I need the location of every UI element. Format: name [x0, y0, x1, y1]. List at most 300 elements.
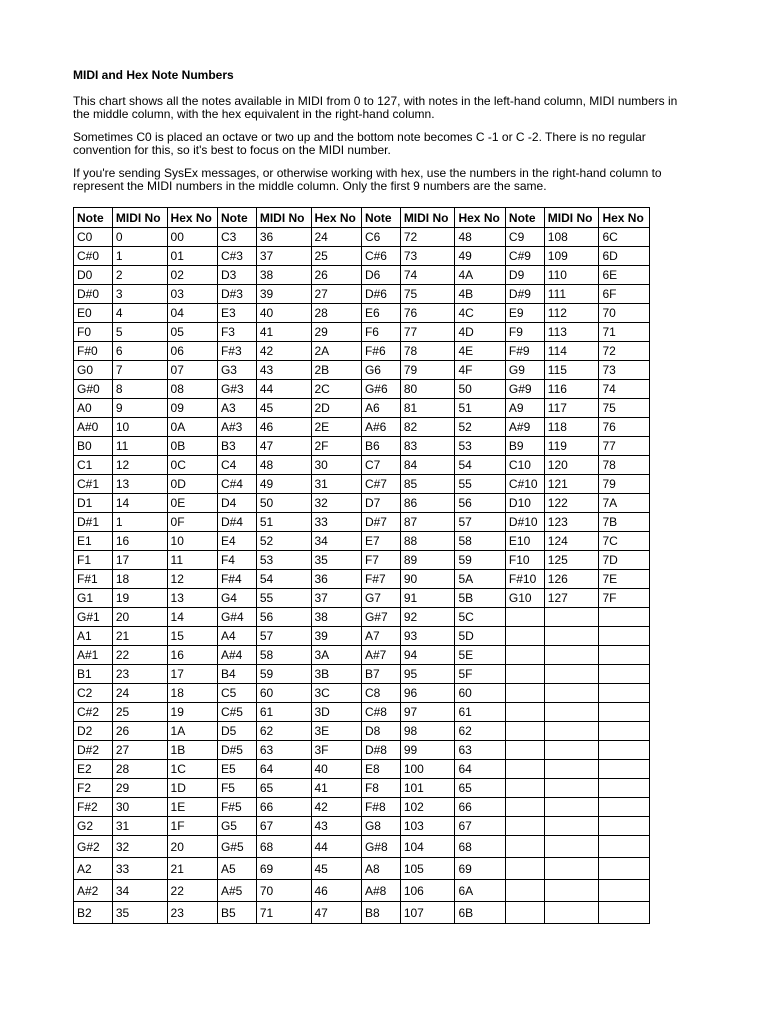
- midi-number-cell: 13: [112, 475, 167, 494]
- note-cell: F#4: [217, 570, 256, 589]
- table-header-row: [74, 208, 650, 228]
- midi-number-cell: 5: [112, 323, 167, 342]
- note-cell: G2: [74, 817, 113, 836]
- midi-number-cell: 100: [400, 760, 455, 779]
- note-cell: A#6: [361, 418, 400, 437]
- table-row: [74, 475, 650, 494]
- midi-number-cell: 127: [544, 589, 599, 608]
- hex-number-cell: 7D: [599, 551, 650, 570]
- midi-number-cell: 125: [544, 551, 599, 570]
- midi-number-cell: 8: [112, 380, 167, 399]
- note-cell: G4: [217, 589, 256, 608]
- note-cell: F9: [505, 323, 544, 342]
- note-cell: C#10: [505, 475, 544, 494]
- note-cell: C5: [217, 684, 256, 703]
- note-cell: E3: [217, 304, 256, 323]
- midi-number-cell: 93: [400, 627, 455, 646]
- note-cell: A#0: [74, 418, 113, 437]
- midi-number-cell: 90: [400, 570, 455, 589]
- midi-number-cell: 67: [256, 817, 311, 836]
- hex-number-cell: 7C: [599, 532, 650, 551]
- note-cell: D#4: [217, 513, 256, 532]
- midi-number-cell: 97: [400, 703, 455, 722]
- hex-number-cell: [599, 665, 650, 684]
- hex-number-cell: 06: [167, 342, 217, 361]
- hex-number-cell: 1F: [167, 817, 217, 836]
- note-cell: A#4: [217, 646, 256, 665]
- midi-number-cell: 45: [256, 399, 311, 418]
- midi-number-cell: 49: [256, 475, 311, 494]
- hex-number-cell: 42: [311, 798, 361, 817]
- midi-number-cell: 68: [256, 836, 311, 858]
- hex-number-cell: 2C: [311, 380, 361, 399]
- note-cell: D#0: [74, 285, 113, 304]
- note-cell: E5: [217, 760, 256, 779]
- midi-number-cell: 98: [400, 722, 455, 741]
- midi-number-cell: 58: [256, 646, 311, 665]
- hex-number-cell: 60: [455, 684, 505, 703]
- hex-number-cell: 13: [167, 589, 217, 608]
- midi-number-cell: 4: [112, 304, 167, 323]
- note-cell: G#4: [217, 608, 256, 627]
- midi-number-cell: 23: [112, 665, 167, 684]
- note-cell: C#2: [74, 703, 113, 722]
- midi-number-cell: 38: [256, 266, 311, 285]
- table-row: [74, 703, 650, 722]
- midi-number-cell: 102: [400, 798, 455, 817]
- note-cell: C7: [361, 456, 400, 475]
- note-cell: D9: [505, 266, 544, 285]
- note-cell: [505, 760, 544, 779]
- intro-paragraph: This chart shows all the notes available in MIDI from 0 to 127, with notes in the left-hand column, MIDI numbers in the middle column, with the hex equivalent in the right-hand column.: [73, 94, 678, 121]
- table-row: [74, 665, 650, 684]
- hex-number-cell: 29: [311, 323, 361, 342]
- hex-number-cell: [599, 858, 650, 880]
- hex-number-cell: 21: [167, 858, 217, 880]
- hex-number-cell: 23: [167, 902, 217, 924]
- midi-number-cell: 115: [544, 361, 599, 380]
- hex-number-cell: 51: [455, 399, 505, 418]
- note-cell: G5: [217, 817, 256, 836]
- midi-number-cell: 29: [112, 779, 167, 798]
- hex-number-cell: 78: [599, 456, 650, 475]
- midi-number-cell: 65: [256, 779, 311, 798]
- note-cell: F8: [361, 779, 400, 798]
- midi-number-cell: 55: [256, 589, 311, 608]
- midi-number-cell: 122: [544, 494, 599, 513]
- hex-number-cell: 17: [167, 665, 217, 684]
- midi-number-cell: 75: [400, 285, 455, 304]
- midi-number-cell: 50: [256, 494, 311, 513]
- hex-number-cell: 63: [455, 741, 505, 760]
- note-cell: F#3: [217, 342, 256, 361]
- hex-number-cell: 0D: [167, 475, 217, 494]
- hex-number-cell: [599, 646, 650, 665]
- hex-number-cell: 37: [311, 589, 361, 608]
- note-cell: C2: [74, 684, 113, 703]
- table-row: [74, 228, 650, 247]
- hex-number-cell: 7A: [599, 494, 650, 513]
- note-cell: B3: [217, 437, 256, 456]
- hex-number-cell: 33: [311, 513, 361, 532]
- note-cell: F#6: [361, 342, 400, 361]
- note-cell: C#8: [361, 703, 400, 722]
- note-cell: B5: [217, 902, 256, 924]
- table-row: [74, 646, 650, 665]
- note-cell: D3: [217, 266, 256, 285]
- midi-number-cell: 92: [400, 608, 455, 627]
- note-cell: A6: [361, 399, 400, 418]
- note-cell: [505, 665, 544, 684]
- note-cell: G#7: [361, 608, 400, 627]
- hex-number-cell: 3A: [311, 646, 361, 665]
- table-row: [74, 266, 650, 285]
- midi-number-cell: 3: [112, 285, 167, 304]
- midi-number-cell: [544, 627, 599, 646]
- midi-number-cell: 17: [112, 551, 167, 570]
- note-cell: [505, 684, 544, 703]
- hex-number-cell: 52: [455, 418, 505, 437]
- column-header: Hex No: [455, 208, 505, 228]
- hex-number-cell: 19: [167, 703, 217, 722]
- midi-number-cell: 32: [112, 836, 167, 858]
- midi-number-cell: 51: [256, 513, 311, 532]
- hex-number-cell: 73: [599, 361, 650, 380]
- midi-number-cell: 25: [112, 703, 167, 722]
- hex-number-cell: [599, 902, 650, 924]
- note-cell: F#9: [505, 342, 544, 361]
- note-cell: E0: [74, 304, 113, 323]
- note-cell: A2: [74, 858, 113, 880]
- midi-number-cell: 47: [256, 437, 311, 456]
- hex-number-cell: [599, 880, 650, 902]
- note-cell: C#6: [361, 247, 400, 266]
- midi-number-cell: 66: [256, 798, 311, 817]
- note-cell: E7: [361, 532, 400, 551]
- hex-number-cell: 1B: [167, 741, 217, 760]
- note-cell: E1: [74, 532, 113, 551]
- table-row: [74, 361, 650, 380]
- hex-number-cell: 27: [311, 285, 361, 304]
- note-cell: G9: [505, 361, 544, 380]
- note-cell: E8: [361, 760, 400, 779]
- midi-number-cell: 80: [400, 380, 455, 399]
- table-row: [74, 551, 650, 570]
- midi-number-cell: 48: [256, 456, 311, 475]
- hex-number-cell: 08: [167, 380, 217, 399]
- note-cell: D4: [217, 494, 256, 513]
- hex-number-cell: 65: [455, 779, 505, 798]
- hex-number-cell: 00: [167, 228, 217, 247]
- note-cell: A#7: [361, 646, 400, 665]
- note-cell: G#8: [361, 836, 400, 858]
- note-cell: F#8: [361, 798, 400, 817]
- note-cell: A8: [361, 858, 400, 880]
- midi-number-cell: 33: [112, 858, 167, 880]
- hex-number-cell: 3E: [311, 722, 361, 741]
- note-cell: C#7: [361, 475, 400, 494]
- note-cell: D2: [74, 722, 113, 741]
- midi-number-cell: 18: [112, 570, 167, 589]
- hex-number-cell: 6F: [599, 285, 650, 304]
- note-cell: D#2: [74, 741, 113, 760]
- midi-number-cell: 96: [400, 684, 455, 703]
- table-row: [74, 285, 650, 304]
- midi-number-cell: 36: [256, 228, 311, 247]
- table-row: [74, 741, 650, 760]
- note-cell: A#2: [74, 880, 113, 902]
- note-cell: A#9: [505, 418, 544, 437]
- table-row: [74, 570, 650, 589]
- table-row: [74, 627, 650, 646]
- hex-number-cell: 56: [455, 494, 505, 513]
- note-cell: G10: [505, 589, 544, 608]
- note-cell: C6: [361, 228, 400, 247]
- note-cell: B9: [505, 437, 544, 456]
- hex-number-cell: 43: [311, 817, 361, 836]
- hex-number-cell: 20: [167, 836, 217, 858]
- hex-number-cell: 36: [311, 570, 361, 589]
- note-cell: [505, 722, 544, 741]
- column-header: Note: [74, 208, 113, 228]
- hex-number-cell: 67: [455, 817, 505, 836]
- midi-number-cell: 20: [112, 608, 167, 627]
- midi-number-cell: 42: [256, 342, 311, 361]
- hex-number-cell: 02: [167, 266, 217, 285]
- note-cell: B0: [74, 437, 113, 456]
- midi-number-cell: 76: [400, 304, 455, 323]
- midi-number-cell: 79: [400, 361, 455, 380]
- note-cell: C#4: [217, 475, 256, 494]
- hex-number-cell: 44: [311, 836, 361, 858]
- hex-number-cell: 2D: [311, 399, 361, 418]
- note-cell: F6: [361, 323, 400, 342]
- column-header: MIDI No: [112, 208, 167, 228]
- note-cell: D1: [74, 494, 113, 513]
- midi-number-cell: 62: [256, 722, 311, 741]
- table-row: [74, 380, 650, 399]
- note-cell: D8: [361, 722, 400, 741]
- midi-number-cell: 1: [112, 247, 167, 266]
- midi-number-cell: 73: [400, 247, 455, 266]
- note-cell: C1: [74, 456, 113, 475]
- midi-number-cell: [544, 880, 599, 902]
- hex-number-cell: 5B: [455, 589, 505, 608]
- hex-number-cell: 4B: [455, 285, 505, 304]
- hex-number-cell: 0E: [167, 494, 217, 513]
- hex-number-cell: 2F: [311, 437, 361, 456]
- midi-number-cell: 70: [256, 880, 311, 902]
- midi-number-cell: 91: [400, 589, 455, 608]
- note-cell: [505, 608, 544, 627]
- hex-number-cell: 0F: [167, 513, 217, 532]
- hex-number-cell: 14: [167, 608, 217, 627]
- hex-number-cell: 6C: [599, 228, 650, 247]
- hex-number-cell: 09: [167, 399, 217, 418]
- hex-number-cell: 03: [167, 285, 217, 304]
- note-cell: A7: [361, 627, 400, 646]
- midi-number-cell: 89: [400, 551, 455, 570]
- note-cell: D#10: [505, 513, 544, 532]
- column-header: Note: [217, 208, 256, 228]
- table-row: [74, 532, 650, 551]
- column-header: MIDI No: [400, 208, 455, 228]
- note-cell: A1: [74, 627, 113, 646]
- midi-number-cell: 108: [544, 228, 599, 247]
- note-cell: D#9: [505, 285, 544, 304]
- note-cell: D10: [505, 494, 544, 513]
- hex-number-cell: 6D: [599, 247, 650, 266]
- hex-number-cell: 1C: [167, 760, 217, 779]
- hex-number-cell: [599, 741, 650, 760]
- midi-number-cell: 61: [256, 703, 311, 722]
- midi-number-cell: [544, 608, 599, 627]
- midi-number-cell: 103: [400, 817, 455, 836]
- midi-number-cell: [544, 646, 599, 665]
- note-cell: A#5: [217, 880, 256, 902]
- hex-number-cell: 7F: [599, 589, 650, 608]
- midi-number-cell: 119: [544, 437, 599, 456]
- hex-number-cell: 01: [167, 247, 217, 266]
- midi-number-cell: 40: [256, 304, 311, 323]
- midi-number-cell: 37: [256, 247, 311, 266]
- midi-number-cell: 52: [256, 532, 311, 551]
- midi-number-cell: 59: [256, 665, 311, 684]
- note-cell: D#8: [361, 741, 400, 760]
- midi-number-cell: 43: [256, 361, 311, 380]
- midi-number-cell: 85: [400, 475, 455, 494]
- note-cell: [505, 741, 544, 760]
- hex-number-cell: 50: [455, 380, 505, 399]
- note-cell: G#6: [361, 380, 400, 399]
- midi-number-cell: 87: [400, 513, 455, 532]
- column-header: MIDI No: [256, 208, 311, 228]
- midi-number-cell: 113: [544, 323, 599, 342]
- table-row: [74, 684, 650, 703]
- hex-number-cell: 4C: [455, 304, 505, 323]
- column-header: Hex No: [167, 208, 217, 228]
- table-row: [74, 323, 650, 342]
- table-row: [74, 858, 650, 880]
- hex-number-cell: 4F: [455, 361, 505, 380]
- hex-number-cell: 2E: [311, 418, 361, 437]
- hex-number-cell: 2B: [311, 361, 361, 380]
- midi-number-cell: 82: [400, 418, 455, 437]
- table-row: [74, 494, 650, 513]
- midi-number-cell: [544, 779, 599, 798]
- midi-number-cell: 16: [112, 532, 167, 551]
- hex-number-cell: 22: [167, 880, 217, 902]
- sysex-paragraph: If you're sending SysEx messages, or otherwise working with hex, use the numbers in the right-hand column to represent the MIDI numbers in the middle column. Only the first 9 numbers are the same.: [73, 166, 662, 193]
- hex-number-cell: 3C: [311, 684, 361, 703]
- midi-number-cell: [544, 836, 599, 858]
- note-cell: B2: [74, 902, 113, 924]
- hex-number-cell: 24: [311, 228, 361, 247]
- note-cell: F#5: [217, 798, 256, 817]
- hex-number-cell: [599, 798, 650, 817]
- note-cell: [505, 836, 544, 858]
- midi-number-cell: 19: [112, 589, 167, 608]
- note-cell: [505, 798, 544, 817]
- note-cell: E2: [74, 760, 113, 779]
- hex-number-cell: [599, 760, 650, 779]
- midi-number-cell: [544, 798, 599, 817]
- hex-number-cell: 76: [599, 418, 650, 437]
- midi-number-cell: 1: [112, 513, 167, 532]
- midi-number-cell: 88: [400, 532, 455, 551]
- column-header: Note: [505, 208, 544, 228]
- table-row: [74, 836, 650, 858]
- note-cell: E6: [361, 304, 400, 323]
- midi-number-cell: 10: [112, 418, 167, 437]
- note-cell: [505, 627, 544, 646]
- midi-number-cell: 124: [544, 532, 599, 551]
- hex-number-cell: 3F: [311, 741, 361, 760]
- midi-number-cell: [544, 760, 599, 779]
- hex-number-cell: 12: [167, 570, 217, 589]
- table-row: [74, 902, 650, 924]
- midi-number-cell: 35: [112, 902, 167, 924]
- midi-number-cell: 78: [400, 342, 455, 361]
- hex-number-cell: 15: [167, 627, 217, 646]
- midi-number-cell: 39: [256, 285, 311, 304]
- midi-number-cell: 30: [112, 798, 167, 817]
- midi-number-cell: 24: [112, 684, 167, 703]
- midi-number-cell: 63: [256, 741, 311, 760]
- hex-number-cell: 4D: [455, 323, 505, 342]
- hex-number-cell: 10: [167, 532, 217, 551]
- hex-number-cell: 72: [599, 342, 650, 361]
- hex-number-cell: 7B: [599, 513, 650, 532]
- note-cell: [505, 779, 544, 798]
- note-cell: [505, 880, 544, 902]
- midi-number-cell: 84: [400, 456, 455, 475]
- hex-number-cell: 1D: [167, 779, 217, 798]
- midi-number-cell: 6: [112, 342, 167, 361]
- column-header: Hex No: [599, 208, 650, 228]
- column-header: MIDI No: [544, 208, 599, 228]
- note-cell: E4: [217, 532, 256, 551]
- hex-number-cell: 45: [311, 858, 361, 880]
- midi-number-cell: 120: [544, 456, 599, 475]
- hex-number-cell: [599, 608, 650, 627]
- hex-number-cell: 3B: [311, 665, 361, 684]
- midi-number-cell: 53: [256, 551, 311, 570]
- note-cell: F#2: [74, 798, 113, 817]
- hex-number-cell: 5C: [455, 608, 505, 627]
- midi-number-cell: 34: [112, 880, 167, 902]
- hex-number-cell: 34: [311, 532, 361, 551]
- midi-number-cell: 9: [112, 399, 167, 418]
- note-cell: F3: [217, 323, 256, 342]
- note-cell: F1: [74, 551, 113, 570]
- note-cell: A5: [217, 858, 256, 880]
- note-cell: C#5: [217, 703, 256, 722]
- hex-number-cell: 57: [455, 513, 505, 532]
- midi-number-cell: 11: [112, 437, 167, 456]
- note-cell: D0: [74, 266, 113, 285]
- hex-number-cell: 6B: [455, 902, 505, 924]
- table-row: [74, 456, 650, 475]
- note-cell: D7: [361, 494, 400, 513]
- note-cell: F7: [361, 551, 400, 570]
- note-cell: D5: [217, 722, 256, 741]
- hex-number-cell: [599, 684, 650, 703]
- hex-number-cell: 0B: [167, 437, 217, 456]
- midi-number-cell: [544, 665, 599, 684]
- midi-number-cell: 121: [544, 475, 599, 494]
- table-body: [74, 228, 650, 924]
